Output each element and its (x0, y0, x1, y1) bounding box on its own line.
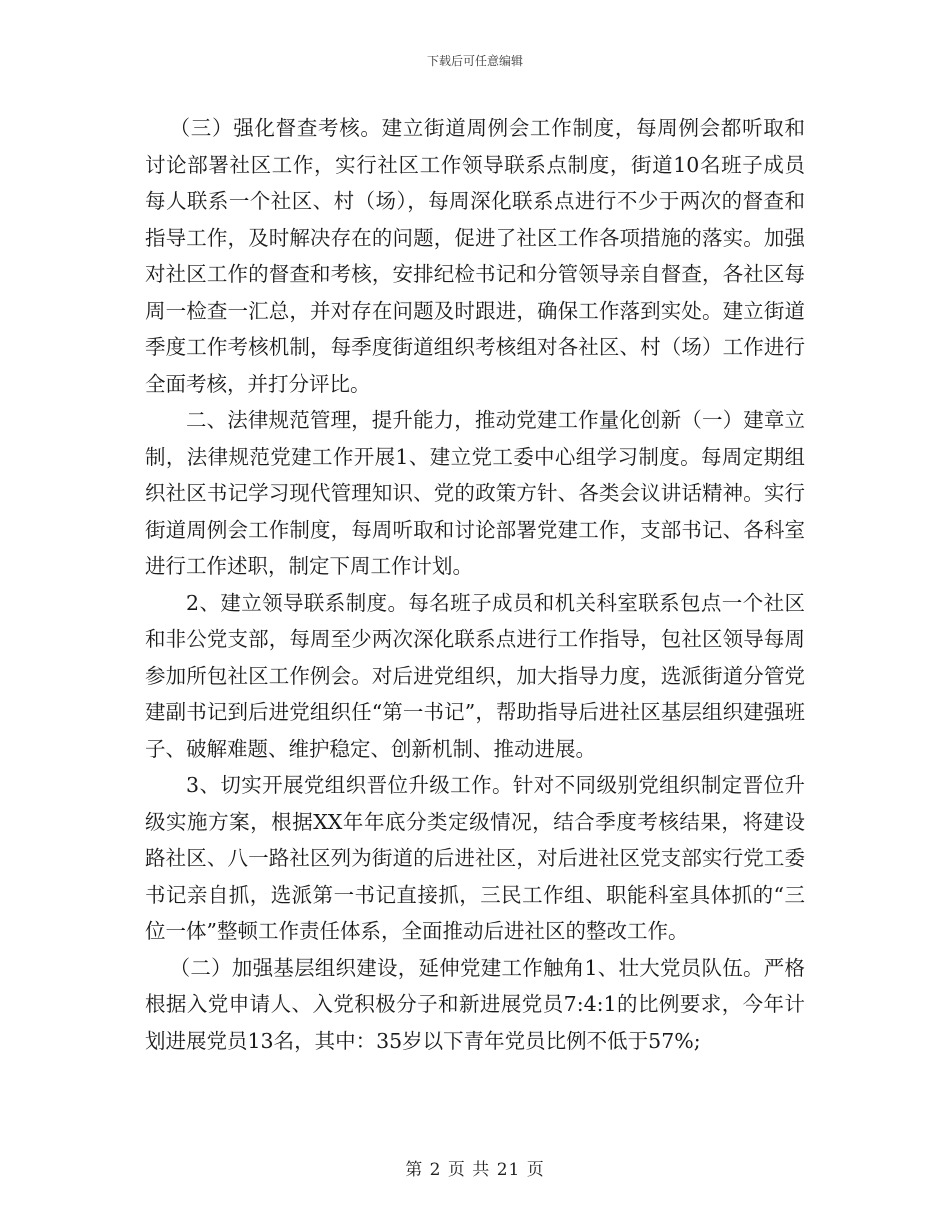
page-header: 下载后可任意编辑 (426, 54, 523, 68)
document-body (145, 110, 805, 1059)
paragraph-grassroots: （二）加强基层组织建设，延伸党建工作触角1、壮大党员队伍。严格根据入党申请人、入党积极分子和新进展党员7:4:1的比例要求，今年计划进展党员13名，其中：35岁以下青年党员比例不低于57%; (145, 955, 805, 1053)
page-number: 第 2 页 共 21 页 (405, 1160, 545, 1180)
paragraph-leader-contact: 2、建立领导联系制度。每名班子成员和机关科室联系包点一个社区和非公党支部，每周至少两次深化联系点进行工作指导，包社区领导每周参加所包社区工作例会。对后进党组织，加大指导力度，选派街道分管党建副书记到后进党组织任“第一书记”，帮助指导后进社区基层组织建强班子、破解难题、维护稳定、创新机制、推动进展。 (145, 590, 805, 761)
paragraph-upgrade-work: 3、切实开展党组织晋位升级工作。针对不同级别党组织制定晋位升级实施方案，根据XX年年底分类定级情况，结合季度考核结果，将建设路社区、八一路社区列为街道的后进社区，对后进社区党支部实行党工委书记亲自抓，选派第一书记直接抓，三民工作组、职能科室具体抓的“三位一体”整顿工作责任体系，全面推动后进社区的整改工作。 (145, 773, 805, 943)
paragraph-supervision: （三）强化督查考核。建立街道周例会工作制度，每周例会都听取和讨论部署社区工作，实行社区工作领导联系点制度，街道10名班子成员每人联系一个社区、村（场），每周深化联系点进行不少于两次的督查和指导工作，及时解决存在的问题，促进了社区工作各项措施的落实。加强对社区工作的督查和考核，安排纪检书记和分管领导亲自督查，各社区每周一检查一汇总，并对存在问题及时跟进，确保工作落到实处。建立街道季度工作考核机制，每季度街道组织考核组对各社区、村（场）工作进行全面考核，并打分评比。 (145, 116, 805, 396)
paragraph-legal-management: 二、法律规范管理，提升能力，推动党建工作量化创新（一）建章立制，法律规范党建工作开展1、建立党工委中心组学习制度。每周定期组织社区书记学习现代管理知识、党的政策方针、各类会议讲话精神。实行街道周例会工作制度，每周听取和讨论部署党建工作，支部书记、各科室进行工作述职，制定下周工作计划。 (145, 408, 805, 578)
